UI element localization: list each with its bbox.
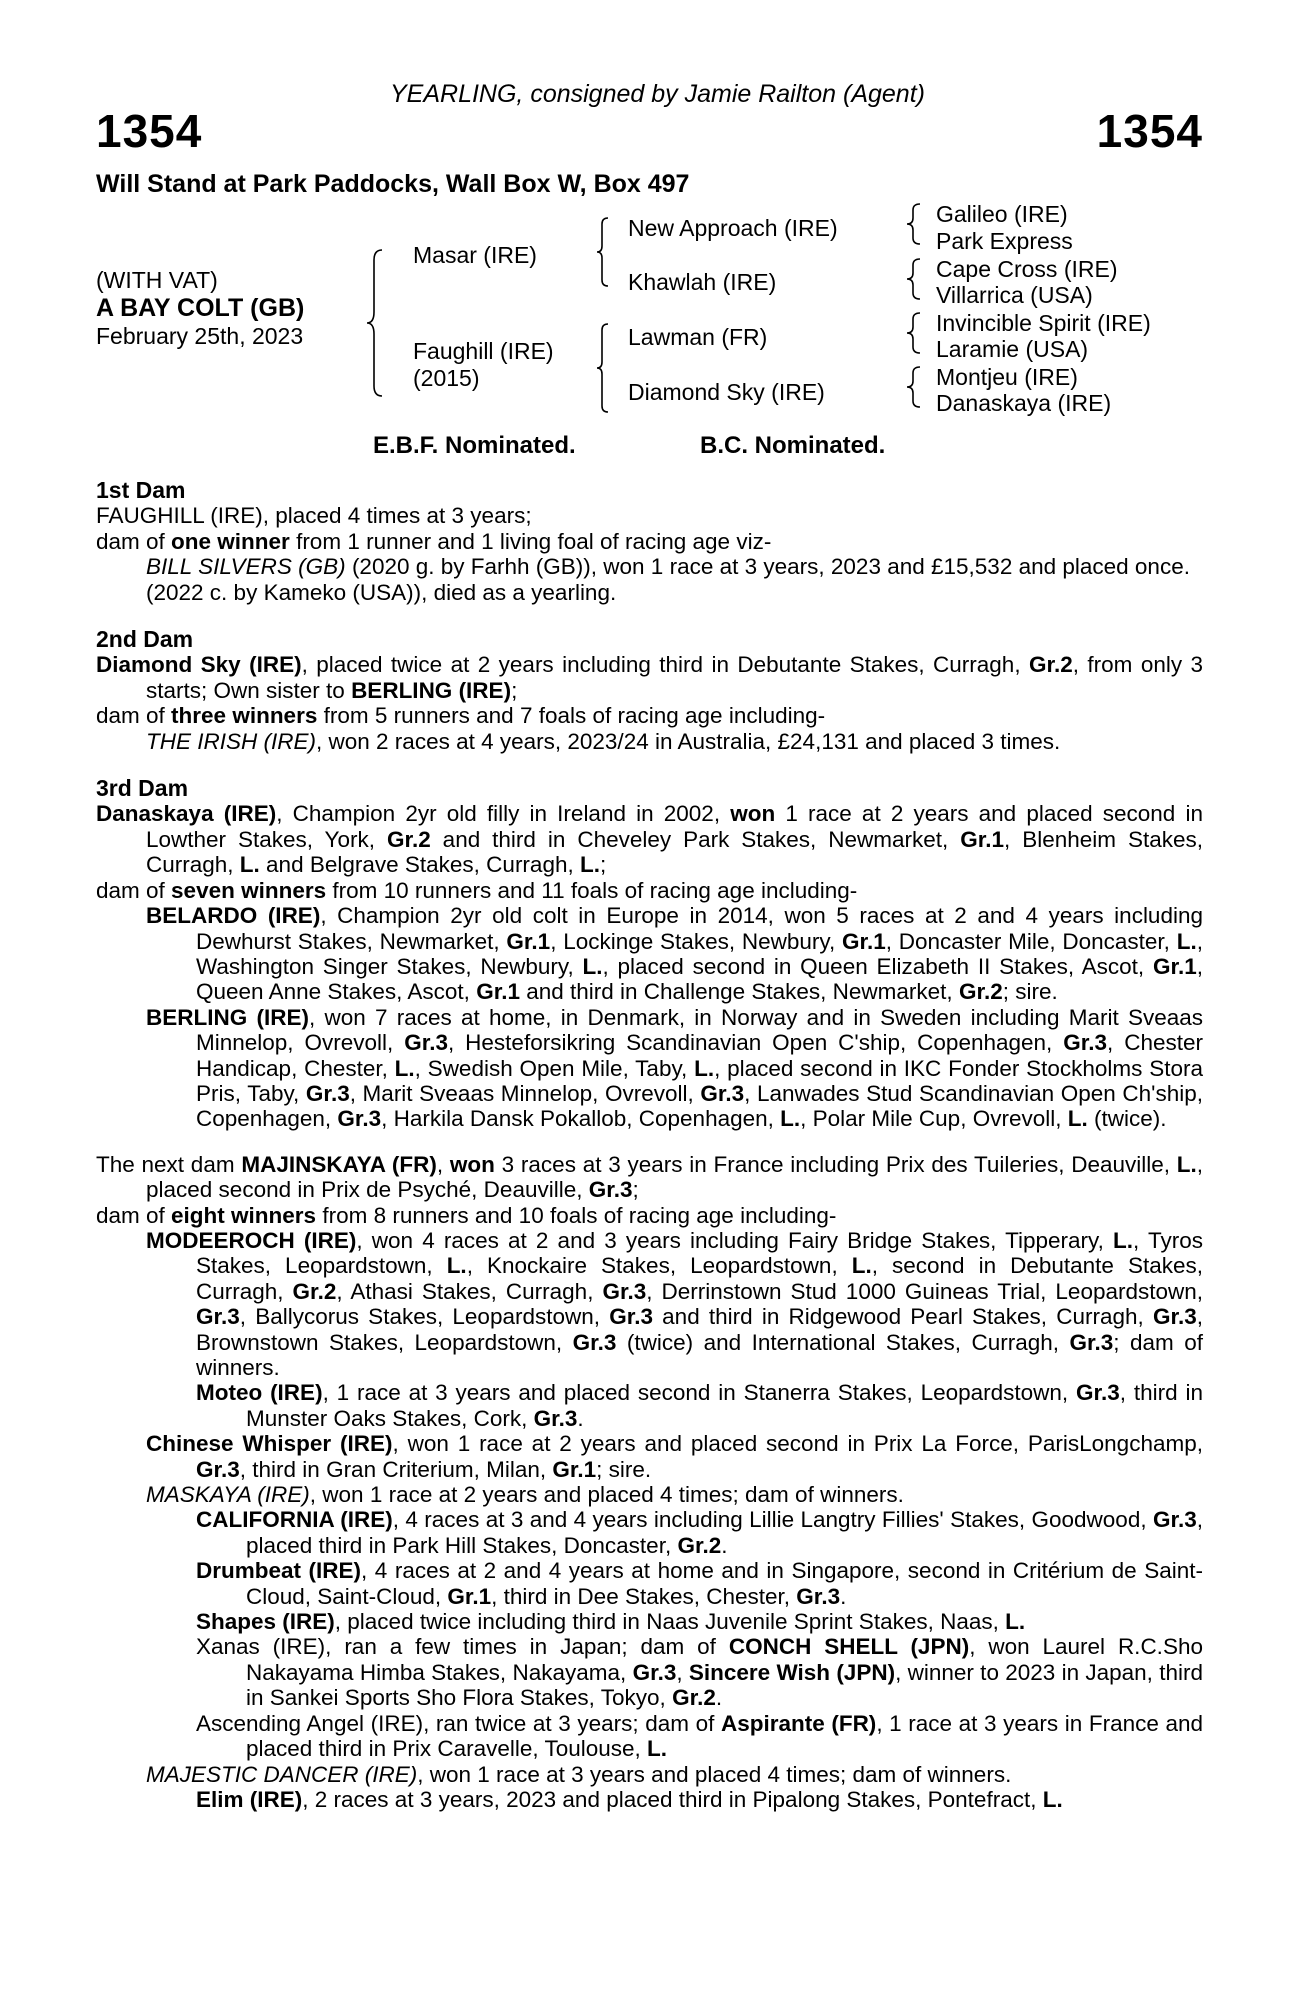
section-heading-2nd-dam: 2nd Dam — [96, 626, 194, 653]
pedigree-brace-g2 — [906, 257, 922, 301]
nextdam-offspring-moteo: Moteo (IRE), 1 race at 3 years and placed second in Stanerra Stakes, Leopardstown, Gr.3, third in Munster Oaks Stakes, Cork, Gr.3. — [196, 1380, 1203, 1431]
ancestor-5: Invincible Spirit (IRE) — [936, 310, 1151, 336]
dam3-summary: Danaskaya (IRE), Champion 2yr old filly in Ireland in 2002, won 1 race at 2 years and placed second in Lowther Stakes, York, Gr.2 and third in Cheveley Park Stakes, Newmarket, Gr.1, Blenheim Stakes, Curragh, L. and Belgrave Stakes, Curragh, L.; — [96, 801, 1203, 878]
pedigree-brace-g1 — [906, 202, 922, 246]
dam1-offspring-1: BILL SILVERS (GB) (2020 g. by Farhh (GB)), won 1 race at 3 years, 2023 and £15,532 and placed once. — [146, 554, 1190, 580]
pedigree-brace-g4 — [906, 365, 922, 409]
dam1-produce-line: dam of one winner from 1 runner and 1 living foal of racing age viz- — [96, 528, 772, 554]
dam-dam: Diamond Sky (IRE) — [628, 379, 825, 405]
horse-identity — [96, 266, 304, 350]
sire-name: Masar (IRE) — [413, 242, 537, 268]
produce-record — [96, 478, 1203, 1812]
ancestor-3: Cape Cross (IRE) — [936, 256, 1118, 282]
nextdam-offspring-majestic-dancer: MAJESTIC DANCER (IRE), won 1 race at 3 years and placed 4 times; dam of winners. — [146, 1761, 1012, 1787]
nextdam-offspring-maskaya: MASKAYA (IRE), won 1 race at 2 years and placed 4 times; dam of winners. — [146, 1482, 904, 1508]
lot-number-right: 1354 — [1096, 105, 1203, 157]
nextdam-offspring-xanas: Xanas (IRE), ran a few times in Japan; dam of CONCH SHELL (JPN), won Laurel R.C.Sho Nakayama Himba Stakes, Nakayama, Gr.3, Sincere Wish (JPN), winner to 2023 in Japan, third in Sankei Sports Sho Flora Stakes, Tokyo, Gr.2. — [196, 1634, 1203, 1711]
pedigree-brace-g3 — [906, 311, 922, 355]
pedigree-brace-dam — [596, 322, 610, 414]
ancestor-1: Galileo (IRE) — [936, 201, 1068, 227]
nextdam-offspring-ascending-angel: Ascending Angel (IRE), ran twice at 3 years; dam of Aspirante (FR), 1 race at 3 years in France and placed third in Prix Caravelle, Toulouse, L. — [196, 1710, 1203, 1762]
nextdam-offspring-drumbeat: Drumbeat (IRE), 4 races at 2 and 4 years at home and in Singapore, second in Critérium de Saint-Cloud, Saint-Cloud, Gr.1, third in Dee Stakes, Chester, Gr.3. — [196, 1558, 1203, 1609]
bc-nominated: B.C. Nominated. — [700, 432, 886, 459]
dam2-summary: Diamond Sky (IRE), placed twice at 2 years including third in Debutante Stakes, Curragh, Gr.2, from only 3 starts; Own sister to BERLING (IRE); — [96, 652, 1204, 703]
dam3-produce-line: dam of seven winners from 10 runners and 11 foals of racing age including- — [96, 877, 858, 903]
consignment-line: YEARLING, consigned by Jamie Railton (Agent) — [390, 80, 925, 108]
dam-sire: Lawman (FR) — [628, 324, 768, 350]
ancestor-8: Danaskaya (IRE) — [936, 390, 1112, 416]
nextdam-offspring-shapes: Shapes (IRE), placed twice including third in Naas Juvenile Sprint Stakes, Naas, L. — [196, 1609, 1026, 1635]
vat-note: (WITH VAT) — [96, 267, 218, 293]
dam2-offspring-1: THE IRISH (IRE), won 2 races at 4 years, 2023/24 in Australia, £24,131 and placed 3 times. — [146, 728, 1061, 754]
nextdam-offspring-chinese-whisper: Chinese Whisper (IRE), won 1 race at 2 years and placed second in Prix La Force, ParisLongchamp, Gr.3, third in Gran Criterium, Milan, Gr.1; sire. — [146, 1431, 1203, 1482]
foaling-date: February 25th, 2023 — [96, 323, 304, 349]
horse-name: A BAY COLT (GB) — [96, 294, 305, 322]
sire-dam: Khawlah (IRE) — [628, 269, 777, 295]
nextdam-offspring-modeeroch: MODEEROCH (IRE), won 4 races at 2 and 3 years including Fairy Bridge Stakes, Tipperary, L., Tyros Stakes, Leopardstown, L., Knockaire Stakes, Leopardstown, L., second in Debutante Stakes, Curragh, Gr.2, Athasi Stakes, Curragh, Gr.3, Derrinstown Stud 1000 Guineas Trial, Leopardstown, Gr.3, Ballycorus Stakes, Leopardstown, Gr.3 and third in Ridgewood Pearl Stakes, Curragh, Gr.3, Brownstown Stakes, Leopardstown, Gr.3 (twice) and International Stakes, Curragh, Gr.3; dam of winners. — [146, 1227, 1204, 1380]
dam-name: Faughill (IRE) — [413, 338, 554, 364]
lot-number-left: 1354 — [96, 105, 203, 157]
dam1-offspring-2: (2022 c. by Kameko (USA)), died as a yearling. — [146, 579, 617, 605]
dam-year: (2015) — [413, 365, 480, 391]
section-heading-3rd-dam: 3rd Dam — [96, 775, 189, 802]
dam3-offspring-berling: BERLING (IRE), won 7 races at home, in Denmark, in Norway and in Sweden including Marit Sveaas Minnelop, Ovrevoll, Gr.3, Hesteforsikring Scandinavian Open C'ship, Copenhagen, Gr.3, Chester Handicap, Chester, L., Swedish Open Mile, Taby, L., placed second in IKC Fonder Stockholms Stora Pris, Taby, Gr.3, Marit Sveaas Minnelop, Ovrevoll, Gr.3, Lanwades Stud Scandinavian Open Ch'ship, Copenhagen, Gr.3, Harkila Dansk Pokallob, Copenhagen, L., Polar Mile Cup, Ovrevoll, L. (twice). — [146, 1004, 1203, 1132]
nextdam-offspring-california: CALIFORNIA (IRE), 4 races at 3 and 4 years including Lillie Langtry Fillies' Stakes, Goodwood, Gr.3, placed third in Park Hill Stakes, Doncaster, Gr.2. — [196, 1507, 1204, 1558]
ancestor-6: Laramie (USA) — [936, 336, 1089, 362]
nextdam-produce-line: dam of eight winners from 8 runners and 10 foals of racing age including- — [96, 1202, 837, 1228]
nextdam-offspring-elim: Elim (IRE), 2 races at 3 years, 2023 and placed third in Pipalong Stakes, Pontefract, L. — [196, 1786, 1063, 1812]
pedigree-brace-sire — [596, 216, 610, 288]
pedigree-brace-main — [366, 248, 386, 398]
ancestor-4: Villarrica (USA) — [936, 282, 1093, 308]
ancestor-7: Montjeu (IRE) — [936, 364, 1078, 390]
dam3-offspring-belardo: BELARDO (IRE), Champion 2yr old colt in Europe in 2014, won 5 races at 2 and 4 years including Dewhurst Stakes, Newmarket, Gr.1, Lockinge Stakes, Newbury, Gr.1, Doncaster Mile, Doncaster, L., Washington Singer Stakes, Newbury, L., placed second in Queen Elizabeth II Stakes, Ascot, Gr.1, Queen Anne Stakes, Ascot, Gr.1 and third in Challenge Stakes, Newmarket, Gr.2; sire. — [146, 903, 1203, 1005]
ancestor-2: Park Express — [936, 228, 1073, 254]
nextdam-summary: The next dam MAJINSKAYA (FR), won 3 races at 3 years in France including Prix des Tuileries, Deauville, L., placed second in Prix de Psyché, Deauville, Gr.3; — [96, 1151, 1204, 1203]
dam2-produce-line: dam of three winners from 5 runners and 7 foals of racing age including- — [96, 703, 826, 729]
stand-location: Will Stand at Park Paddocks, Wall Box W, Box 497 — [96, 170, 690, 198]
section-heading-1st-dam: 1st Dam — [96, 477, 186, 503]
sire-sire: New Approach (IRE) — [628, 215, 838, 241]
dam1-summary: FAUGHILL (IRE), placed 4 times at 3 years; — [96, 503, 532, 529]
ebf-nominated: E.B.F. Nominated. — [373, 432, 576, 459]
